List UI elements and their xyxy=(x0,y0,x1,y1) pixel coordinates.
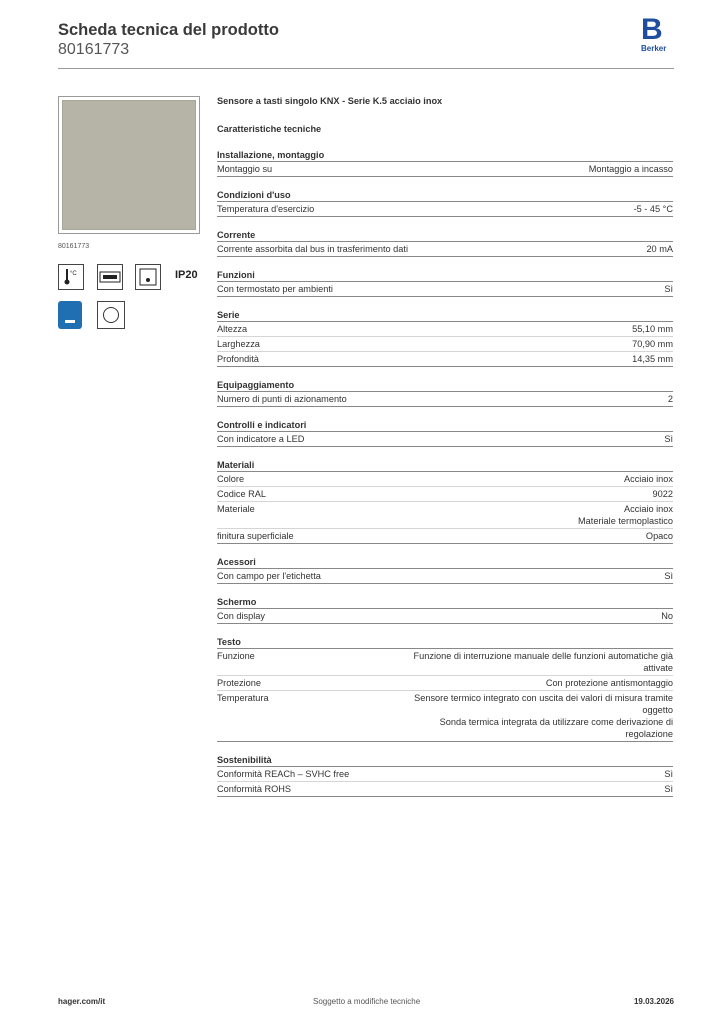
circle-icon xyxy=(97,301,125,329)
spec-row xyxy=(217,392,673,407)
spec-row xyxy=(217,352,673,367)
spec-value-line: 20 mA xyxy=(646,244,673,254)
spec-row xyxy=(217,676,673,691)
spec-value xyxy=(632,353,673,365)
spec-value-line: 55,10 mm xyxy=(632,324,673,334)
spec-row xyxy=(217,609,673,624)
spec-section xyxy=(217,229,673,257)
page-title: Scheda tecnica del prodotto xyxy=(58,21,279,39)
product-name: Sensore a tasti singolo KNX - Serie K.5 acciaio inox xyxy=(217,96,443,106)
spec-value xyxy=(664,433,673,445)
spec-section xyxy=(217,419,673,447)
spec-row xyxy=(217,202,673,217)
spec-value xyxy=(646,243,673,255)
section-rows xyxy=(217,241,673,257)
spec-label: Materiale xyxy=(217,504,255,514)
spec-section xyxy=(217,269,673,297)
ip-rating: IP20 xyxy=(175,269,198,281)
spec-label: Protezione xyxy=(217,678,261,688)
spec-label: Codice RAL xyxy=(217,489,267,499)
spec-value xyxy=(653,488,673,500)
section-rows xyxy=(217,608,673,624)
section-rows xyxy=(217,648,673,742)
section-title: Acessori xyxy=(217,557,256,567)
spec-value xyxy=(624,473,673,485)
product-image xyxy=(58,96,200,234)
spec-label: Profondità xyxy=(217,354,259,364)
section-title: Materiali xyxy=(217,460,255,470)
section-title: Serie xyxy=(217,310,240,320)
spec-row xyxy=(217,242,673,257)
spec-value xyxy=(634,203,673,215)
features-title: Caratteristiche tecniche xyxy=(217,124,322,134)
section-title: Controlli e indicatori xyxy=(217,420,307,430)
spec-value xyxy=(646,530,673,542)
section-rows xyxy=(217,431,673,447)
spec-value-line: -5 - 45 °C xyxy=(633,204,673,214)
spec-label: Colore xyxy=(217,474,245,484)
section-rows xyxy=(217,201,673,217)
spec-section xyxy=(217,596,673,624)
spec-value xyxy=(661,610,673,622)
energy-icon xyxy=(58,301,82,329)
section-title: Installazione, montaggio xyxy=(217,150,325,160)
spec-row xyxy=(217,162,673,177)
spec-value xyxy=(578,503,673,527)
section-title: Schermo xyxy=(217,597,257,607)
logo-brand: Berker xyxy=(641,44,667,53)
spec-row xyxy=(217,767,673,782)
spec-label: Numero di punti di azionamento xyxy=(217,394,347,404)
spec-row xyxy=(217,529,673,544)
spec-label: Corrente assorbita dal bus in trasferimento dati xyxy=(217,244,408,254)
product-plate xyxy=(62,100,196,230)
spec-value xyxy=(668,393,673,405)
section-rows xyxy=(217,391,673,407)
section-title: Condizioni d'uso xyxy=(217,190,291,200)
spec-label: Conformità REACh – SVHC free xyxy=(217,769,350,779)
spec-section xyxy=(217,149,673,177)
footer-note: Soggetto a modifiche tecniche xyxy=(313,997,421,1006)
spec-label: Con indicatore a LED xyxy=(217,434,305,444)
section-rows xyxy=(217,471,673,544)
spec-value-line: 2 xyxy=(667,394,673,404)
page-header xyxy=(58,20,279,60)
section-rows xyxy=(217,321,673,367)
spec-value-line: Sì xyxy=(664,784,673,794)
footer-date: 19.03.2026 xyxy=(633,997,674,1006)
spec-section xyxy=(217,459,673,544)
spec-label: Funzione xyxy=(217,651,255,661)
section-title: Equipaggiamento xyxy=(217,380,295,390)
section-title: Corrente xyxy=(217,230,256,240)
spec-value-line: No xyxy=(661,611,673,621)
spec-section xyxy=(217,754,673,797)
product-code: 80161773 xyxy=(58,41,130,58)
spec-label: Conformità ROHS xyxy=(217,784,292,794)
spec-value xyxy=(413,692,673,740)
image-caption: 80161773 xyxy=(58,243,90,250)
spec-value-line: Acciaio inox xyxy=(623,474,673,484)
spec-label: Montaggio su xyxy=(217,164,273,174)
spec-section xyxy=(217,309,673,367)
spec-value-line: Acciaio inox xyxy=(623,504,673,514)
section-rows xyxy=(217,766,673,797)
spec-row xyxy=(217,502,673,529)
spec-value-line: Materiale termoplastico xyxy=(578,516,673,526)
spec-row xyxy=(217,649,673,676)
spec-value xyxy=(664,768,673,780)
spec-value-line: 9022 xyxy=(652,489,673,499)
spec-value xyxy=(664,570,673,582)
spec-value xyxy=(632,338,673,350)
spec-section xyxy=(217,556,673,584)
section-rows xyxy=(217,568,673,584)
spec-value xyxy=(632,323,673,335)
sensor-icon xyxy=(135,264,161,290)
temperature-icon xyxy=(58,264,84,290)
spec-row xyxy=(217,282,673,297)
section-title: Testo xyxy=(217,637,241,647)
spec-value xyxy=(413,650,673,674)
spec-section xyxy=(217,189,673,217)
spec-table xyxy=(217,95,673,809)
spec-label: Con campo per l'etichetta xyxy=(217,571,321,581)
spec-label: Temperatura xyxy=(217,693,269,703)
spec-section xyxy=(217,636,673,742)
spec-row xyxy=(217,569,673,584)
display-icon xyxy=(97,264,123,290)
spec-value xyxy=(546,677,673,689)
section-title: Funzioni xyxy=(217,270,255,280)
spec-section xyxy=(217,379,673,407)
spec-label: Temperatura d'esercizio xyxy=(217,204,315,214)
spec-sections xyxy=(217,149,673,797)
spec-row xyxy=(217,322,673,337)
spec-value-line: 14,35 mm xyxy=(632,354,673,364)
spec-value-line: Sì xyxy=(664,284,673,294)
spec-label: Con display xyxy=(217,611,266,621)
spec-value-line: Sì xyxy=(664,571,673,581)
berker-logo xyxy=(641,13,673,54)
logo-mark: B xyxy=(641,13,662,46)
spec-value-line: Funzione di interruzione manuale delle funzioni automatiche già attivate xyxy=(413,651,673,673)
spec-label: Larghezza xyxy=(217,339,260,349)
section-rows xyxy=(217,281,673,297)
spec-value xyxy=(664,783,673,795)
section-title: Sostenibilità xyxy=(217,755,272,765)
spec-value-line: Sì xyxy=(664,434,673,444)
footer-website[interactable]: hager.com/it xyxy=(58,997,106,1006)
spec-value-line: Montaggio a incasso xyxy=(588,164,673,174)
spec-value-line: Sì xyxy=(664,769,673,779)
section-rows xyxy=(217,161,673,177)
spec-label: Altezza xyxy=(217,324,248,334)
spec-label: finitura superficiale xyxy=(217,531,294,541)
spec-row xyxy=(217,691,673,742)
spec-row xyxy=(217,472,673,487)
spec-value-line: Opaco xyxy=(645,531,673,541)
spec-row xyxy=(217,432,673,447)
spec-label: Con termostato per ambienti xyxy=(217,284,333,294)
spec-value-line: 70,90 mm xyxy=(632,339,673,349)
spec-row xyxy=(217,782,673,797)
svg-text:°C: °C xyxy=(70,271,77,277)
spec-value-line: Sensore termico integrato con uscita dei valori di misura tramite oggetto xyxy=(414,693,673,715)
spec-value-line: Con protezione antismontaggio xyxy=(545,678,673,688)
header-divider xyxy=(58,68,674,69)
spec-row xyxy=(217,337,673,352)
spec-value xyxy=(664,283,673,295)
spec-value-line: Sonda termica integrata da utilizzare come derivazione di regolazione xyxy=(439,717,673,739)
spec-row xyxy=(217,487,673,502)
spec-value xyxy=(589,163,673,175)
